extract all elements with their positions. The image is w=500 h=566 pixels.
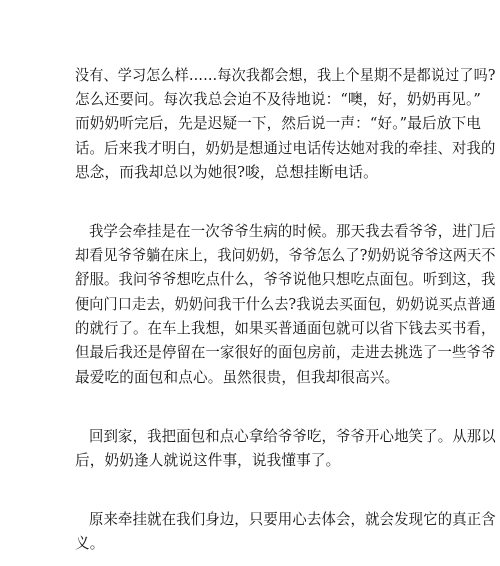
paragraph-2-line-3: 舒服。我问爷爷想吃点什么，爷爷说他只想吃点面包。听到这，我	[75, 271, 496, 288]
paragraph-1-line-5: 思念，而我却总以为她很?唆，总想挂断电话。	[75, 164, 378, 181]
paragraph-1-line-1: 没有、学习怎么样……每次我都会想，我上个星期不是都说过了吗?	[75, 67, 496, 84]
paragraph-2-line-6: 但最后我还是停留在一家很好的面包房前，走进去挑选了一些爷爷	[75, 344, 496, 361]
paragraph-1-line-2: 怎么还要问。每次我总会迫不及待地说：“噢，好，奶奶再见。”	[75, 91, 482, 108]
paragraph-2-line-7: 最爱吃的面包和点心。虽然很贵，但我却很高兴。	[75, 369, 400, 386]
paragraph-4-line-1: 原来牵挂就在我们身边，只要用心去体会，就会发现它的真正含	[89, 511, 496, 528]
paragraph-1-line-4: 话。后来我才明白，奶奶是想通过电话传达她对我的牵挂、对我的	[75, 140, 496, 157]
paragraph-4-line-2: 义。	[75, 535, 105, 552]
paragraph-3-line-1: 回到家，我把面包和点心拿给爷爷吃，爷爷开心地笑了。从那以	[89, 428, 496, 445]
paragraph-2-line-5: 的就行了。在车上我想，如果买普通面包就可以省下钱去买书看，	[75, 320, 496, 337]
paragraph-2-line-4: 便向门口走去，奶奶问我干什么去?我说去买面包，奶奶说买点普通	[75, 296, 496, 313]
paragraph-1-line-3: 而奶奶听完后，先是迟疑一下，然后说一声：“好。”最后放下电	[75, 115, 482, 132]
paragraph-2-line-2: 却看见爷爷躺在床上，我问奶奶，爷爷怎么了?奶奶说爷爷这两天不	[75, 247, 496, 264]
paragraph-2-line-1: 我学会牵挂是在一次爷爷生病的时候。那天我去看爷爷，进门后	[89, 223, 496, 240]
paragraph-3-line-2: 后，奶奶逢人就说这件事，说我懂事了。	[75, 452, 341, 469]
